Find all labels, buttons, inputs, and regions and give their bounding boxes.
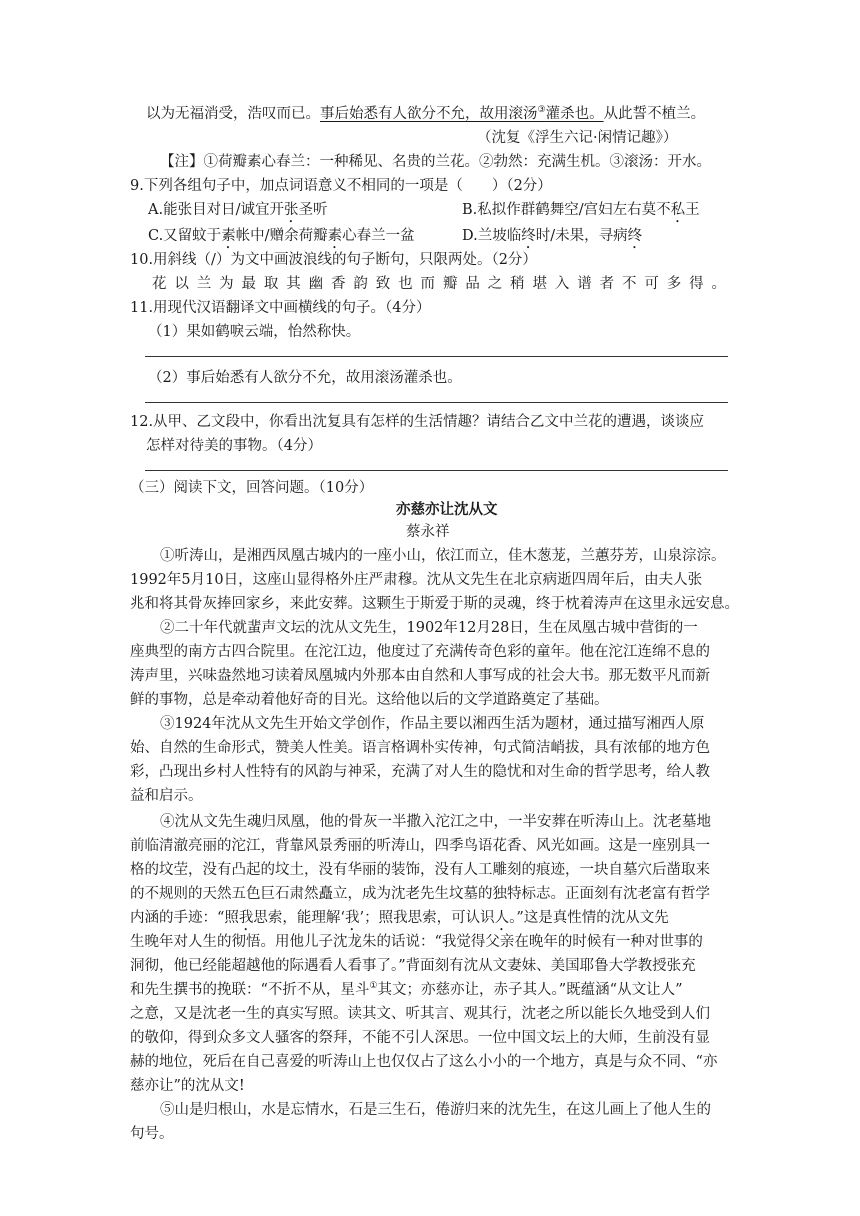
answer-line	[145, 402, 728, 403]
answer-line	[145, 356, 728, 357]
footnote: 【注】①荷瓣素心春兰：一种稀见、名贵的兰花。②勃然：充满生机。③滚汤：开水。	[160, 154, 711, 170]
question-9-stem: 9.下列各组句子中，加点词语意义不相同的一项是（ ）（2分）	[130, 178, 552, 194]
document-page: 以为无福消受，浩叹而已。事后始悉有人欲分不允，故用滚汤③灌杀也。从此誓不植兰。 （沈复《浮生六记·闲情记趣》） 【注】①荷瓣素心春兰：一种稀见、名贵的兰花。②勃然：充满生机。③滚汤：开水。 9.下列各组句子中，加点词语意义不相同的一项是（ ）（2分） A.能张目对日/诚宜开张圣听 B.私拟作群鹤舞空/宫妇左右莫不私王 C.又留蚊于素帐中/赠余荷瓣素心春兰一盆 D.兰坡临终时/未果，寻病终 10.用斜线（/）为文中画波浪线的句子断句，只限两处。（2分） 花以兰为最取其幽香韵致也而瓣品之稍堪入谱者不可多得。 11.用现代汉语翻译文中画横线的句子。（4分） （1）果如鹤唳云端，怡然称快。 （2）事后始悉有人欲分不允，故用滚汤灌杀也。 12.从甲、乙文段中，你看出沈复具有怎样的生活情趣？请结合乙文中兰花的遭遇，谈谈应 怎样对待美的事物。（4分） （三）阅读下文，回答问题。（10分） 亦慈亦让沈从文 蔡永祥 ①听涛山，是湘西凤凰古城内的一座小山，依江而立，佳木葱茏，兰蕙芬芳，山泉淙淙。 1992年5月10日，这座山显得格外庄严肃穆。沈从文先生在北京病逝四周年后，由夫人张 兆和将其骨灰捧回家乡，来此安葬。这颗生于斯爱于斯的灵魂，终于枕着涛声在这里永远安息。 ②二十年代就蜚声文坛的沈从文先生，1902年12月28日，生在凤凰古城中营街的一 座典型的南方古四合院里。在沱江边，他度过了充满传奇色彩的童年。他在沱江连绵不息的 涛声里，兴味盎然地习读着凤凰城内外那本由自然和人事写成的社会大书。那无数平凡而新 鲜的事物，总是牵动着他好奇的目光。这给他以后的文学道路奠定了基础。 ③1924年沈从文先生开始文学创作，作品主要以湘西生活为题材，通过描写湘西人原 始、自然的生命形式，赞美人性美。语言格调朴实传神，句式简洁峭拔，具有浓郁的地方色 彩，凸现出乡村人性特有的风韵与神采，充满了对人生的隐忧和对生命的哲学思考，给人教 益和启示。 ④沈从文先生魂归凤凰，他的骨灰一半撒入沱江之中，一半安葬在听涛山上。沈老墓地 前临清澈亮丽的沱江，背靠风景秀丽的听涛山，四季鸟语花香、风光如画。这是一座别具一 格的坟茔，没有凸起的坟土，没有华丽的装饰，没有人工雕刻的痕迹，一块自墓穴后凿取来 的不规则的天然五色巨石肃然矗立，成为沈老先生坟墓的独特标志。正面刻有沈老富有哲学 内涵的手迹：“照我思索，能理解‘我’；照我思索，可认识人。”这是真性情的沈从文先 生晚年对人生的彻悟。用他儿子沈龙朱的话说：“我觉得父亲在晚年的时候有一种对世事的 洞彻，他已经能超越他的际遇看人看事了。”背面刻有沈从文妻妹、美国耶鲁大学教授张充 和先生撰书的挽联：“不折不从，星斗①其文；亦慈亦让，赤子其人。”既蕴涵“从文让人” 之意，又是沈老一生的真实写照。读其文、听其言、观其行，沈老之所以能长久地受到人们 的敬仰，得到众多文人骚客的祭拜，不能不引人深思。一位中国文坛上的大师，生前没有显 赫的地位，死后在自己喜爱的听涛山上也仅仅占了这么小小的一个地方，真是与众不同、“亦 慈亦让”的沈从文! ⑤山是归根山，水是忘情水，石是三生石，倦游归来的沈先生，在这儿画上了他人生的 句号。	[130, 105, 739, 1142]
question-9-option-c: C.又留蚊于素帐中/赠余荷瓣素心春兰一盆	[148, 228, 415, 244]
passage-last-line: 以为无福消受，浩叹而已。事后始悉有人欲分不允，故用滚汤③灌杀也。从此誓不植兰。	[146, 105, 706, 122]
question-10-sentence: 花以兰为最取其幽香韵致也而瓣品之稍堪入谱者不可多得。	[152, 276, 728, 292]
passage-source: （沈复《浮生六记·闲情记趣》）	[477, 130, 678, 146]
question-12-line-2: 怎样对待美的事物。（4分）	[146, 438, 322, 454]
question-9-option-b: B.私拟作群鹤舞空/宫妇左右莫不私王	[462, 202, 700, 218]
question-11-sentence-1: （1）果如鹤唳云端，怡然称快。	[148, 324, 361, 340]
question-12-line-1: 12.从甲、乙文段中，你看出沈复具有怎样的生活情趣？请结合乙文中兰花的遭遇，谈谈应	[130, 414, 705, 430]
question-11-stem: 11.用现代汉语翻译文中画横线的句子。（4分）	[130, 300, 431, 316]
article-title: 亦慈亦让沈从文	[396, 501, 498, 518]
question-9-option-d: D.兰坡临终时/未果，寻病终	[462, 228, 643, 244]
answer-line	[145, 470, 728, 471]
section-3-heading: （三）阅读下文，回答问题。（10分）	[130, 480, 374, 496]
article-author: 蔡永祥	[406, 524, 450, 540]
question-9-option-a: A.能张目对日/诚宜开张圣听	[148, 202, 328, 218]
question-11-sentence-2: （2）事后始悉有人欲分不允，故用滚汤灌杀也。	[148, 370, 462, 386]
question-10-stem: 10.用斜线（/）为文中画波浪线的句子断句，只限两处。（2分）	[130, 252, 537, 268]
